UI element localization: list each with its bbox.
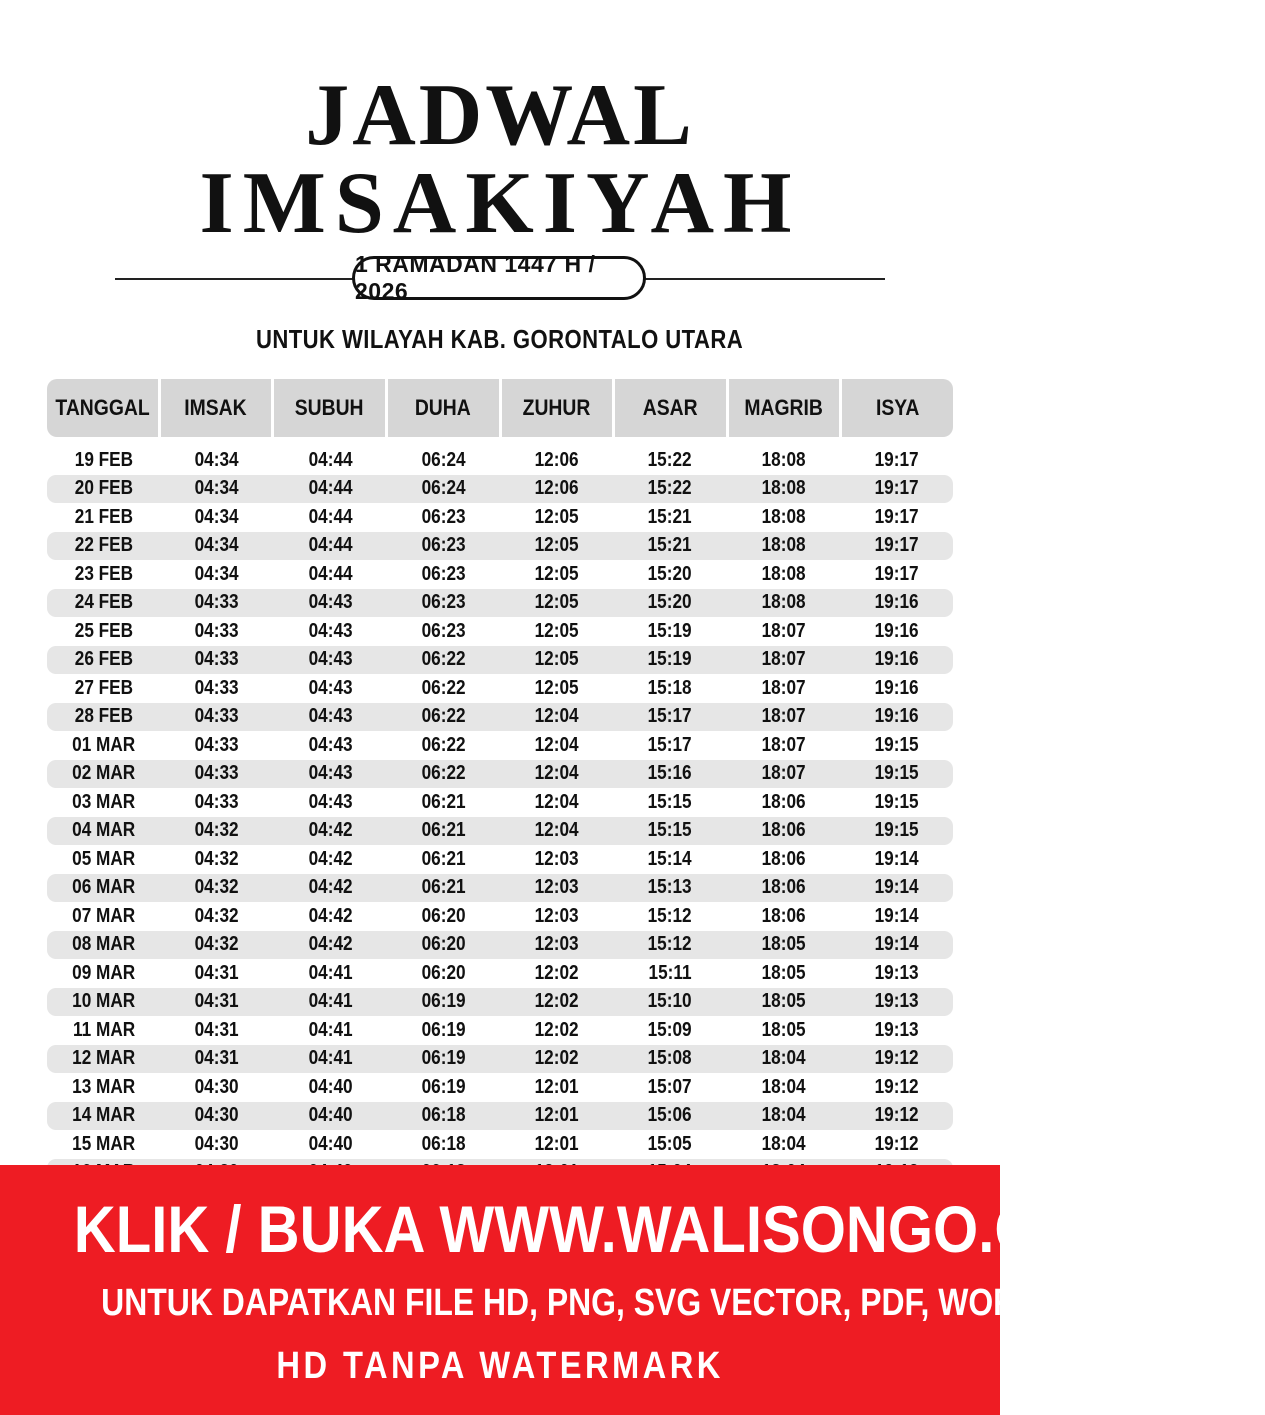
time-cell: 19:12 bbox=[874, 1104, 919, 1127]
time-cell: 04:33 bbox=[194, 591, 239, 614]
time-cell: 04:33 bbox=[194, 619, 239, 642]
time-cell: 04:41 bbox=[308, 1018, 353, 1041]
date-cell: 07 MAR bbox=[72, 904, 136, 927]
table-row bbox=[47, 503, 953, 532]
time-cell: 06:22 bbox=[421, 733, 466, 756]
time-cell: 12:04 bbox=[534, 819, 579, 842]
table-row bbox=[47, 731, 953, 760]
time-cell: 04:43 bbox=[308, 762, 353, 785]
time-cell: 04:43 bbox=[308, 648, 353, 671]
time-cell: 15:13 bbox=[647, 876, 692, 899]
time-cell: 06:19 bbox=[421, 1047, 466, 1070]
table-row bbox=[47, 902, 953, 931]
time-cell: 15:20 bbox=[647, 562, 692, 585]
time-cell: 04:41 bbox=[308, 961, 353, 984]
time-cell: 15:17 bbox=[647, 733, 692, 756]
time-cell: 04:42 bbox=[308, 904, 353, 927]
time-cell: 06:20 bbox=[421, 904, 466, 927]
time-cell: 04:34 bbox=[194, 505, 239, 528]
time-cell: 06:21 bbox=[421, 876, 466, 899]
banner-subline: UNTUK DAPATKAN FILE HD, PNG, SVG VECTOR, PDF, WORD, EXCEL bbox=[101, 1282, 1164, 1324]
region-label: UNTUK WILAYAH KAB. GORONTALO UTARA bbox=[256, 324, 744, 354]
time-cell: 15:11 bbox=[648, 961, 692, 984]
time-cell: 04:43 bbox=[308, 619, 353, 642]
divider-left bbox=[115, 278, 355, 280]
time-cell: 06:24 bbox=[421, 477, 466, 500]
time-cell: 06:18 bbox=[421, 1132, 466, 1155]
column-header: DUHA bbox=[388, 379, 502, 437]
time-cell: 18:07 bbox=[761, 705, 806, 728]
time-cell: 18:04 bbox=[761, 1047, 806, 1070]
date-cell: 05 MAR bbox=[72, 847, 136, 870]
time-cell: 19:13 bbox=[874, 961, 919, 984]
table-row bbox=[47, 703, 953, 732]
time-cell: 15:15 bbox=[647, 819, 692, 842]
time-cell: 18:07 bbox=[761, 733, 806, 756]
table-row bbox=[47, 817, 953, 846]
time-cell: 18:08 bbox=[761, 477, 806, 500]
time-cell: 19:16 bbox=[874, 591, 919, 614]
time-cell: 19:14 bbox=[874, 904, 919, 927]
table-row bbox=[47, 1102, 953, 1131]
time-cell: 12:04 bbox=[534, 762, 579, 785]
time-cell: 06:22 bbox=[421, 676, 466, 699]
time-cell: 06:24 bbox=[421, 448, 466, 471]
time-cell: 18:04 bbox=[761, 1132, 806, 1155]
time-cell: 06:23 bbox=[421, 562, 466, 585]
time-cell: 04:34 bbox=[194, 534, 239, 557]
time-cell: 06:23 bbox=[421, 534, 466, 557]
date-cell: 26 FEB bbox=[74, 648, 133, 671]
time-cell: 04:34 bbox=[194, 477, 239, 500]
time-cell: 19:17 bbox=[874, 534, 919, 557]
time-cell: 12:05 bbox=[534, 676, 579, 699]
time-cell: 12:04 bbox=[534, 705, 579, 728]
time-cell: 19:15 bbox=[874, 762, 919, 785]
time-cell: 19:15 bbox=[874, 819, 919, 842]
column-header: TANGGAL bbox=[47, 379, 161, 437]
time-cell: 18:08 bbox=[761, 591, 806, 614]
time-cell: 04:42 bbox=[308, 847, 353, 870]
time-cell: 15:20 bbox=[647, 591, 692, 614]
time-cell: 19:15 bbox=[874, 733, 919, 756]
date-cell: 08 MAR bbox=[72, 933, 136, 956]
date-cell: 20 FEB bbox=[74, 477, 133, 500]
time-cell: 04:33 bbox=[194, 762, 239, 785]
time-cell: 12:06 bbox=[534, 477, 579, 500]
table-row bbox=[47, 532, 953, 561]
time-cell: 04:33 bbox=[194, 705, 239, 728]
time-cell: 15:12 bbox=[647, 933, 692, 956]
time-cell: 04:44 bbox=[308, 477, 353, 500]
table-header bbox=[47, 379, 953, 437]
time-cell: 04:44 bbox=[308, 562, 353, 585]
ramadan-date-badge: 1 RAMADAN 1447 H / 2026 bbox=[352, 256, 646, 300]
time-cell: 04:33 bbox=[194, 790, 239, 813]
time-cell: 06:19 bbox=[421, 990, 466, 1013]
table-row bbox=[47, 446, 953, 475]
date-cell: 12 MAR bbox=[72, 1047, 136, 1070]
time-cell: 15:18 bbox=[647, 676, 692, 699]
time-cell: 04:34 bbox=[194, 562, 239, 585]
time-cell: 19:12 bbox=[874, 1132, 919, 1155]
time-cell: 12:03 bbox=[534, 904, 579, 927]
time-cell: 15:16 bbox=[647, 762, 692, 785]
time-cell: 18:07 bbox=[761, 619, 806, 642]
date-cell: 15 MAR bbox=[72, 1132, 136, 1155]
date-cell: 04 MAR bbox=[72, 819, 136, 842]
time-cell: 19:14 bbox=[874, 847, 919, 870]
time-cell: 04:31 bbox=[194, 961, 239, 984]
time-cell: 04:40 bbox=[308, 1132, 353, 1155]
table-row bbox=[47, 874, 953, 903]
date-cell: 06 MAR bbox=[72, 876, 136, 899]
time-cell: 12:05 bbox=[534, 505, 579, 528]
time-cell: 04:44 bbox=[308, 534, 353, 557]
time-cell: 15:15 bbox=[647, 790, 692, 813]
table-body bbox=[47, 446, 953, 1187]
table-row bbox=[47, 788, 953, 817]
table-row bbox=[47, 617, 953, 646]
time-cell: 18:08 bbox=[761, 534, 806, 557]
title-line-1: JADWAL bbox=[305, 67, 695, 164]
time-cell: 15:22 bbox=[647, 448, 692, 471]
time-cell: 06:21 bbox=[421, 819, 466, 842]
time-cell: 15:10 bbox=[647, 990, 692, 1013]
date-cell: 21 FEB bbox=[74, 505, 133, 528]
title-line-2: IMSAKIYAH bbox=[199, 155, 801, 252]
date-cell: 01 MAR bbox=[72, 733, 136, 756]
time-cell: 15:17 bbox=[647, 705, 692, 728]
time-cell: 19:12 bbox=[874, 1075, 919, 1098]
time-cell: 04:31 bbox=[194, 1018, 239, 1041]
time-cell: 19:16 bbox=[874, 676, 919, 699]
time-cell: 19:16 bbox=[874, 648, 919, 671]
time-cell: 19:15 bbox=[874, 790, 919, 813]
time-cell: 18:05 bbox=[761, 1018, 806, 1041]
time-cell: 15:07 bbox=[647, 1075, 692, 1098]
date-cell: 03 MAR bbox=[72, 790, 136, 813]
table-row bbox=[47, 1045, 953, 1074]
time-cell: 04:43 bbox=[308, 591, 353, 614]
time-cell: 19:17 bbox=[874, 448, 919, 471]
time-cell: 06:22 bbox=[421, 648, 466, 671]
table-row bbox=[47, 674, 953, 703]
time-cell: 04:30 bbox=[194, 1104, 239, 1127]
time-cell: 04:33 bbox=[194, 648, 239, 671]
time-cell: 04:44 bbox=[308, 448, 353, 471]
time-cell: 19:14 bbox=[874, 933, 919, 956]
time-cell: 12:03 bbox=[534, 847, 579, 870]
column-header: ISYA bbox=[875, 395, 920, 420]
time-cell: 15:19 bbox=[647, 648, 692, 671]
time-cell: 15:06 bbox=[647, 1104, 692, 1127]
time-cell: 18:06 bbox=[761, 819, 806, 842]
time-cell: 04:40 bbox=[308, 1075, 353, 1098]
time-cell: 18:07 bbox=[761, 762, 806, 785]
time-cell: 06:23 bbox=[421, 591, 466, 614]
date-cell: 09 MAR bbox=[72, 961, 136, 984]
time-cell: 06:20 bbox=[421, 961, 466, 984]
time-cell: 06:21 bbox=[421, 847, 466, 870]
time-cell: 18:08 bbox=[761, 505, 806, 528]
schedule-table bbox=[47, 379, 953, 1187]
time-cell: 04:43 bbox=[308, 676, 353, 699]
time-cell: 19:16 bbox=[874, 619, 919, 642]
table-row bbox=[47, 589, 953, 618]
time-cell: 04:34 bbox=[194, 448, 239, 471]
time-cell: 04:41 bbox=[308, 1047, 353, 1070]
time-cell: 04:30 bbox=[194, 1132, 239, 1155]
time-cell: 06:19 bbox=[421, 1075, 466, 1098]
table-row bbox=[47, 646, 953, 675]
time-cell: 04:41 bbox=[308, 990, 353, 1013]
date-cell: 28 FEB bbox=[74, 705, 133, 728]
date-cell: 13 MAR bbox=[72, 1075, 136, 1098]
time-cell: 06:23 bbox=[421, 505, 466, 528]
time-cell: 04:32 bbox=[194, 819, 239, 842]
time-cell: 18:07 bbox=[761, 676, 806, 699]
time-cell: 18:06 bbox=[761, 876, 806, 899]
time-cell: 12:05 bbox=[534, 534, 579, 557]
column-header: ZUHUR bbox=[502, 379, 616, 437]
time-cell: 12:01 bbox=[534, 1104, 579, 1127]
divider-right bbox=[645, 278, 885, 280]
time-cell: 04:33 bbox=[194, 733, 239, 756]
time-cell: 18:06 bbox=[761, 790, 806, 813]
time-cell: 12:05 bbox=[534, 562, 579, 585]
time-cell: 18:07 bbox=[761, 648, 806, 671]
table-row bbox=[47, 560, 953, 589]
time-cell: 15:22 bbox=[647, 477, 692, 500]
time-cell: 04:31 bbox=[194, 990, 239, 1013]
time-cell: 04:32 bbox=[194, 847, 239, 870]
time-cell: 18:08 bbox=[761, 562, 806, 585]
banner-headline[interactable]: KLIK / BUKA WWW.WALISONGO.CO.ID bbox=[73, 1192, 1156, 1266]
time-cell: 12:03 bbox=[534, 876, 579, 899]
time-cell: 06:22 bbox=[421, 705, 466, 728]
time-cell: 04:32 bbox=[194, 876, 239, 899]
date-cell: 23 FEB bbox=[74, 562, 133, 585]
time-cell: 12:02 bbox=[534, 1047, 579, 1070]
date-cell: 24 FEB bbox=[74, 591, 133, 614]
time-cell: 04:31 bbox=[194, 1047, 239, 1070]
time-cell: 18:06 bbox=[761, 847, 806, 870]
time-cell: 06:18 bbox=[421, 1104, 466, 1127]
time-cell: 04:43 bbox=[308, 733, 353, 756]
time-cell: 18:05 bbox=[761, 933, 806, 956]
time-cell: 19:17 bbox=[874, 477, 919, 500]
time-cell: 18:06 bbox=[761, 904, 806, 927]
date-cell: 27 FEB bbox=[74, 676, 133, 699]
time-cell: 06:23 bbox=[421, 619, 466, 642]
time-cell: 12:06 bbox=[534, 448, 579, 471]
time-cell: 06:20 bbox=[421, 933, 466, 956]
table-row bbox=[47, 931, 953, 960]
table-row bbox=[47, 1130, 953, 1159]
date-cell: 19 FEB bbox=[74, 448, 133, 471]
time-cell: 15:05 bbox=[647, 1132, 692, 1155]
column-header: ASAR bbox=[615, 379, 729, 437]
time-cell: 18:05 bbox=[761, 990, 806, 1013]
date-cell: 25 FEB bbox=[74, 619, 133, 642]
time-cell: 04:40 bbox=[308, 1104, 353, 1127]
column-header: MAGRIB bbox=[729, 379, 843, 437]
time-cell: 04:44 bbox=[308, 505, 353, 528]
date-cell: 02 MAR bbox=[72, 762, 136, 785]
time-cell: 12:04 bbox=[534, 790, 579, 813]
date-cell: 11 MAR bbox=[72, 1018, 135, 1041]
time-cell: 12:02 bbox=[534, 961, 579, 984]
time-cell: 19:17 bbox=[874, 505, 919, 528]
column-header: IMSAK bbox=[161, 379, 275, 437]
time-cell: 04:42 bbox=[308, 876, 353, 899]
time-cell: 12:05 bbox=[534, 648, 579, 671]
time-cell: 12:01 bbox=[534, 1075, 579, 1098]
time-cell: 15:21 bbox=[647, 534, 692, 557]
table-row bbox=[47, 988, 953, 1017]
time-cell: 19:17 bbox=[874, 562, 919, 585]
table-row bbox=[47, 475, 953, 504]
time-cell: 12:04 bbox=[534, 733, 579, 756]
time-cell: 19:16 bbox=[874, 705, 919, 728]
promo-banner[interactable] bbox=[0, 1165, 1164, 1415]
time-cell: 18:04 bbox=[761, 1075, 806, 1098]
time-cell: 12:05 bbox=[534, 591, 579, 614]
time-cell: 15:09 bbox=[647, 1018, 692, 1041]
time-cell: 06:21 bbox=[421, 790, 466, 813]
time-cell: 06:19 bbox=[421, 1018, 466, 1041]
time-cell: 15:12 bbox=[647, 904, 692, 927]
time-cell: 19:13 bbox=[874, 1018, 919, 1041]
time-cell: 12:02 bbox=[534, 990, 579, 1013]
table-row bbox=[47, 760, 953, 789]
time-cell: 04:33 bbox=[194, 676, 239, 699]
time-cell: 04:43 bbox=[308, 790, 353, 813]
time-cell: 19:12 bbox=[874, 1047, 919, 1070]
time-cell: 15:19 bbox=[647, 619, 692, 642]
time-cell: 04:42 bbox=[308, 819, 353, 842]
time-cell: 12:02 bbox=[534, 1018, 579, 1041]
table-row bbox=[47, 845, 953, 874]
time-cell: 18:04 bbox=[761, 1104, 806, 1127]
time-cell: 06:22 bbox=[421, 762, 466, 785]
date-cell: 10 MAR bbox=[72, 990, 136, 1013]
time-cell: 18:05 bbox=[761, 961, 806, 984]
time-cell: 04:32 bbox=[194, 933, 239, 956]
column-header: SUBUH bbox=[274, 379, 388, 437]
banner-footnote: HD TANPA WATERMARK bbox=[276, 1345, 724, 1387]
time-cell: 15:08 bbox=[647, 1047, 692, 1070]
time-cell: 04:30 bbox=[194, 1075, 239, 1098]
date-cell: 22 FEB bbox=[74, 534, 133, 557]
time-cell: 15:21 bbox=[647, 505, 692, 528]
time-cell: 15:14 bbox=[647, 847, 692, 870]
time-cell: 04:43 bbox=[308, 705, 353, 728]
time-cell: 18:08 bbox=[761, 448, 806, 471]
table-row bbox=[47, 1016, 953, 1045]
table-row bbox=[47, 1073, 953, 1102]
time-cell: 04:32 bbox=[194, 904, 239, 927]
time-cell: 04:42 bbox=[308, 933, 353, 956]
time-cell: 19:14 bbox=[874, 876, 919, 899]
date-cell: 14 MAR bbox=[72, 1104, 136, 1127]
time-cell: 12:03 bbox=[534, 933, 579, 956]
time-cell: 19:13 bbox=[874, 990, 919, 1013]
table-row bbox=[47, 959, 953, 988]
time-cell: 12:01 bbox=[534, 1132, 579, 1155]
time-cell: 12:05 bbox=[534, 619, 579, 642]
